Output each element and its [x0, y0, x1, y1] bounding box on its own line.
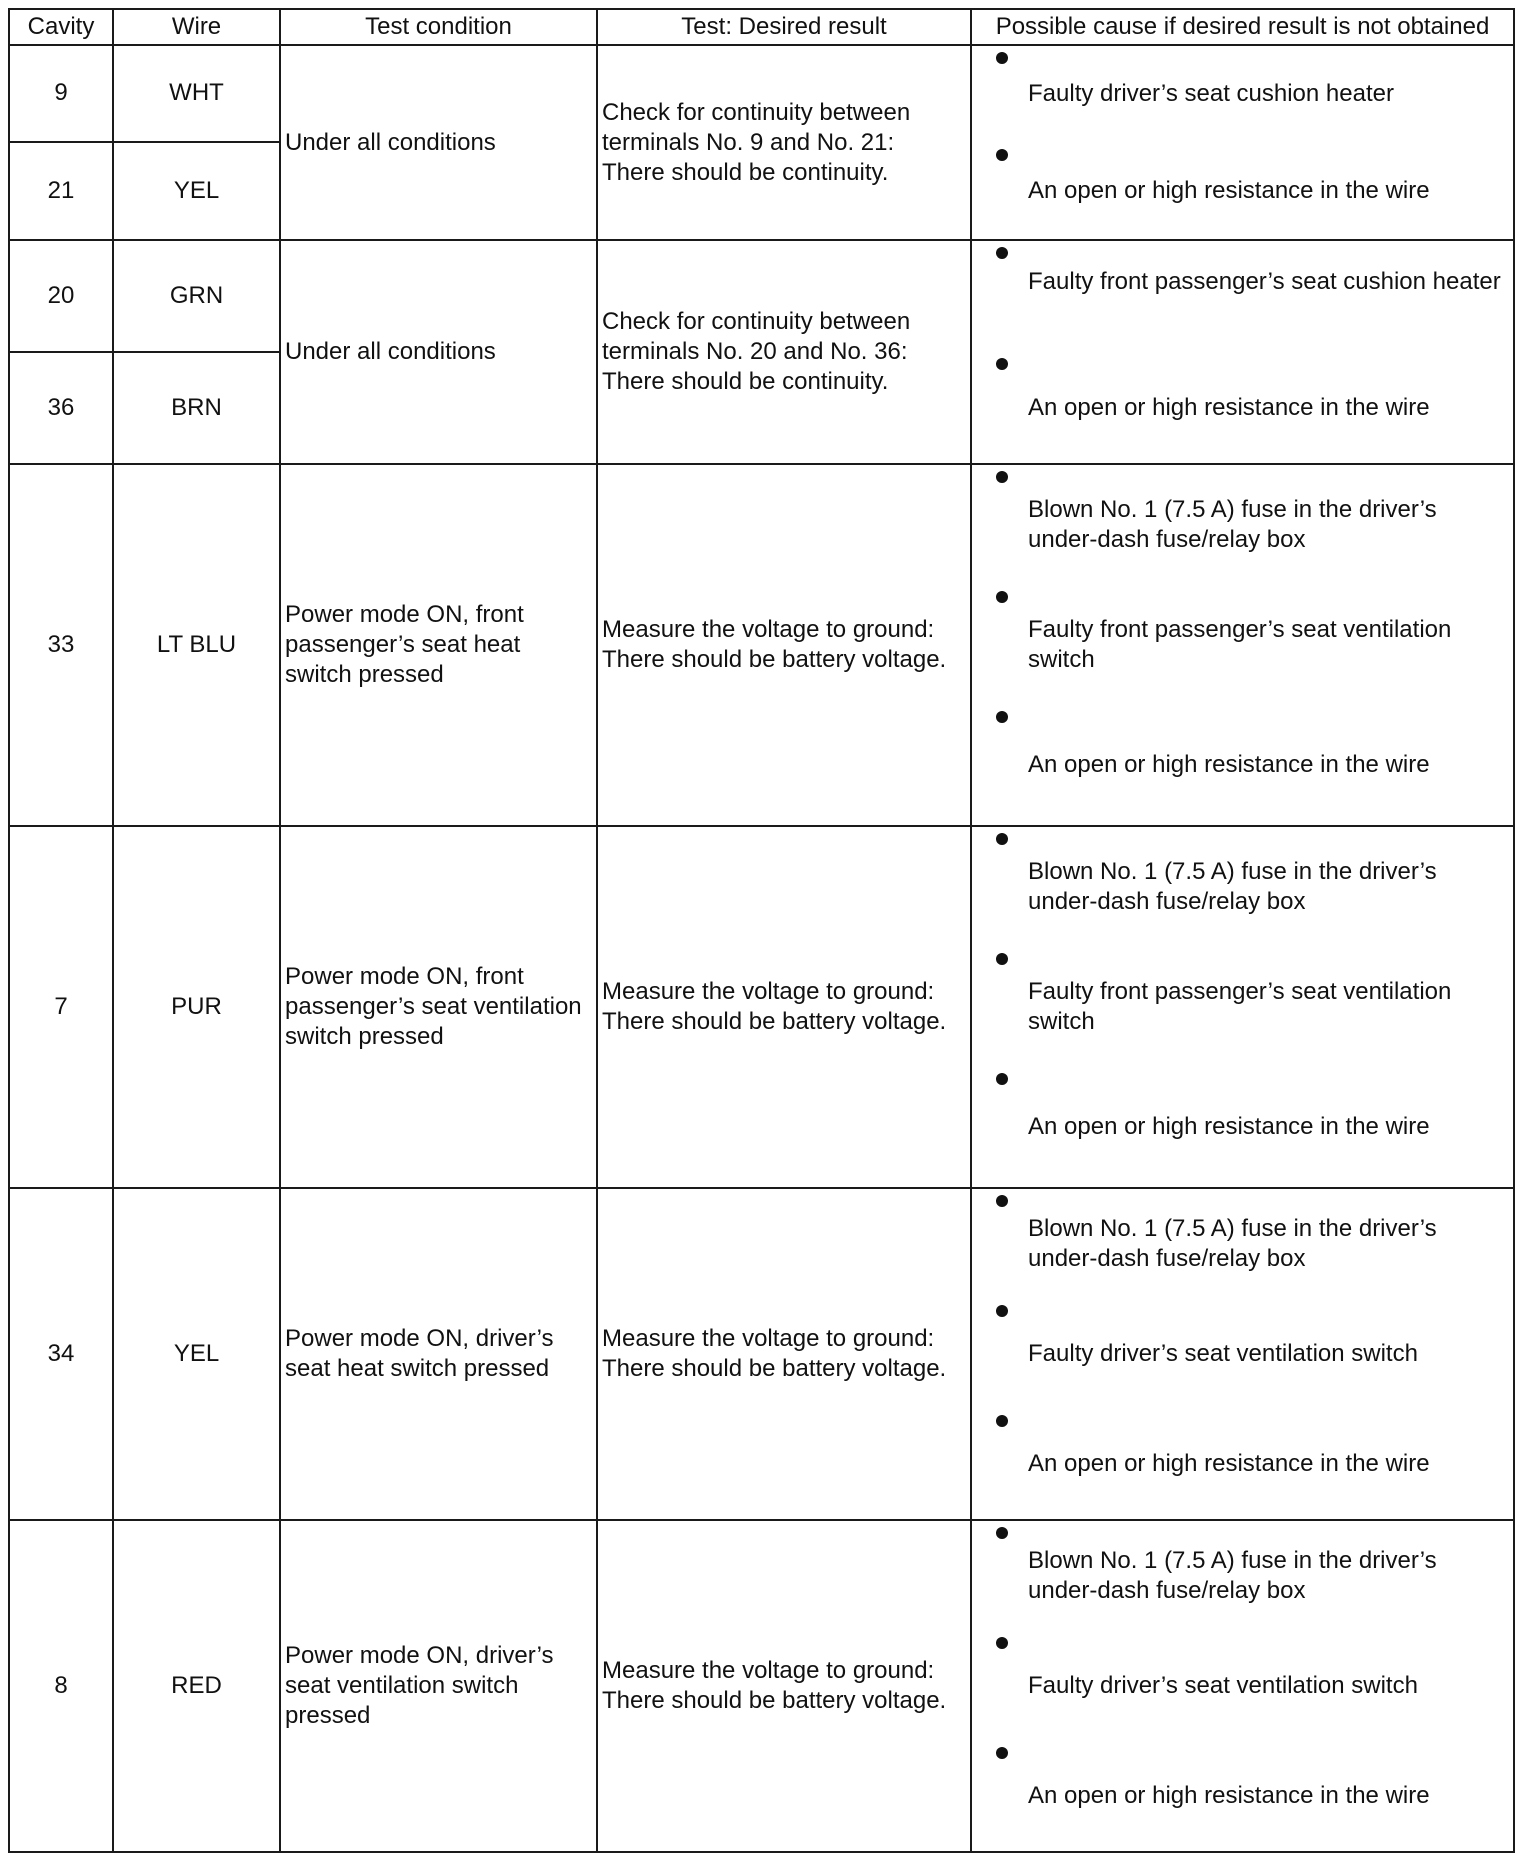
- cause-item: [976, 1521, 1509, 1631]
- wire-cell: GRN: [113, 240, 280, 352]
- cause-text: Blown No. 1 (7.5 A) fuse in the driver’s under-dash fuse/relay box: [1028, 496, 1437, 553]
- header-possible-cause: Possible cause if desired result is not obtained: [971, 9, 1514, 45]
- bullet-icon: [996, 1637, 1008, 1649]
- cause-text: Faulty driver’s seat ventilation switch: [1028, 1672, 1418, 1699]
- cause-item: [976, 1409, 1509, 1519]
- result-cell: Check for continuity between terminals No. 20 and No. 36: There should be continuity.: [597, 240, 971, 464]
- table-header: [9, 9, 1514, 45]
- cause-item: [976, 352, 1509, 463]
- cause-text: An open or high resistance in the wire: [1028, 1782, 1430, 1809]
- bullet-icon: [996, 1305, 1008, 1317]
- cause-text: An open or high resistance in the wire: [1028, 1450, 1430, 1477]
- cause-text: Blown No. 1 (7.5 A) fuse in the driver’s under-dash fuse/relay box: [1028, 1547, 1437, 1604]
- cause-item: [976, 143, 1509, 240]
- table-row: [9, 1188, 1514, 1520]
- bullet-icon: [996, 711, 1008, 723]
- bullet-icon: [996, 1073, 1008, 1085]
- cavity-cell: 7: [9, 826, 113, 1188]
- cause-item: [976, 241, 1509, 352]
- cause-text: Faulty front passenger’s seat cushion heater: [1028, 268, 1501, 295]
- bullet-icon: [996, 1527, 1008, 1539]
- header-wire: Wire: [113, 9, 280, 45]
- wire-cell: RED: [113, 1520, 280, 1852]
- header-test-condition: Test condition: [280, 9, 597, 45]
- cause-item: [976, 947, 1509, 1067]
- cause-item: [976, 705, 1509, 825]
- cause-text: Faulty driver’s seat cushion heater: [1028, 80, 1394, 107]
- wire-cell: WHT: [113, 45, 280, 142]
- bullet-icon: [996, 358, 1008, 370]
- cause-cell: [971, 826, 1514, 1188]
- bullet-icon: [996, 471, 1008, 483]
- table-row: [9, 45, 1514, 142]
- cavity-cell: 36: [9, 352, 113, 464]
- bullet-icon: [996, 953, 1008, 965]
- cause-text: Faulty front passenger’s seat ventilation switch: [1028, 616, 1452, 673]
- result-cell: Measure the voltage to ground: There should be battery voltage.: [597, 1188, 971, 1520]
- cause-text: An open or high resistance in the wire: [1028, 1113, 1430, 1140]
- header-desired-result: Test: Desired result: [597, 9, 971, 45]
- bullet-icon: [996, 52, 1008, 64]
- cavity-cell: 33: [9, 464, 113, 826]
- cause-cell: [971, 464, 1514, 826]
- cavity-cell: 9: [9, 45, 113, 142]
- wire-cell: YEL: [113, 1188, 280, 1520]
- cause-item: [976, 585, 1509, 705]
- table-row: [9, 1520, 1514, 1852]
- cause-item: [976, 1741, 1509, 1851]
- cause-item: [976, 1189, 1509, 1299]
- cause-text: An open or high resistance in the wire: [1028, 176, 1430, 204]
- condition-cell: Power mode ON, front passenger’s seat heat switch pressed: [280, 464, 597, 826]
- table-row: [9, 240, 1514, 352]
- bullet-icon: [996, 1747, 1008, 1759]
- wire-cell: BRN: [113, 352, 280, 464]
- cause-item: [976, 1067, 1509, 1187]
- cause-cell: [971, 45, 1514, 240]
- cause-text: An open or high resistance in the wire: [1028, 394, 1430, 421]
- cause-text: Faulty front passenger’s seat ventilation switch: [1028, 978, 1452, 1035]
- diagnostic-table: [8, 8, 1515, 1853]
- cause-text: An open or high resistance in the wire: [1028, 751, 1430, 778]
- result-cell: Measure the voltage to ground: There should be battery voltage.: [597, 826, 971, 1188]
- cause-cell: [971, 1520, 1514, 1852]
- cause-item: [976, 1299, 1509, 1409]
- result-cell: Check for continuity between terminals No. 9 and No. 21: There should be continuity.: [597, 45, 971, 240]
- cavity-cell: 20: [9, 240, 113, 352]
- cause-item: [976, 465, 1509, 585]
- condition-cell: Power mode ON, front passenger’s seat ventilation switch pressed: [280, 826, 597, 1188]
- bullet-icon: [996, 247, 1008, 259]
- cause-cell: [971, 1188, 1514, 1520]
- bullet-icon: [996, 149, 1008, 161]
- cause-text: Blown No. 1 (7.5 A) fuse in the driver’s under-dash fuse/relay box: [1028, 858, 1437, 915]
- result-cell: Measure the voltage to ground: There should be battery voltage.: [597, 1520, 971, 1852]
- cause-item: [976, 46, 1509, 143]
- cavity-cell: 34: [9, 1188, 113, 1520]
- condition-cell: Power mode ON, driver’s seat heat switch pressed: [280, 1188, 597, 1520]
- wire-cell: PUR: [113, 826, 280, 1188]
- cavity-cell: 8: [9, 1520, 113, 1852]
- condition-cell: Under all conditions: [280, 45, 597, 240]
- wire-cell: YEL: [113, 142, 280, 240]
- cause-cell: [971, 240, 1514, 464]
- condition-cell: Under all conditions: [280, 240, 597, 464]
- bullet-icon: [996, 591, 1008, 603]
- table-row: [9, 826, 1514, 1188]
- wire-cell: LT BLU: [113, 464, 280, 826]
- cause-text: Faulty driver’s seat ventilation switch: [1028, 1340, 1418, 1367]
- cause-text: Blown No. 1 (7.5 A) fuse in the driver’s under-dash fuse/relay box: [1028, 1215, 1437, 1272]
- header-cavity: Cavity: [9, 9, 113, 45]
- table-row: [9, 464, 1514, 826]
- result-cell: Measure the voltage to ground: There should be battery voltage.: [597, 464, 971, 826]
- cause-item: [976, 1631, 1509, 1741]
- bullet-icon: [996, 1415, 1008, 1427]
- bullet-icon: [996, 833, 1008, 845]
- table-body: [9, 45, 1514, 1852]
- header-row: [9, 9, 1514, 45]
- cavity-cell: 21: [9, 142, 113, 240]
- cause-item: [976, 827, 1509, 947]
- bullet-icon: [996, 1195, 1008, 1207]
- condition-cell: Power mode ON, driver’s seat ventilation switch pressed: [280, 1520, 597, 1852]
